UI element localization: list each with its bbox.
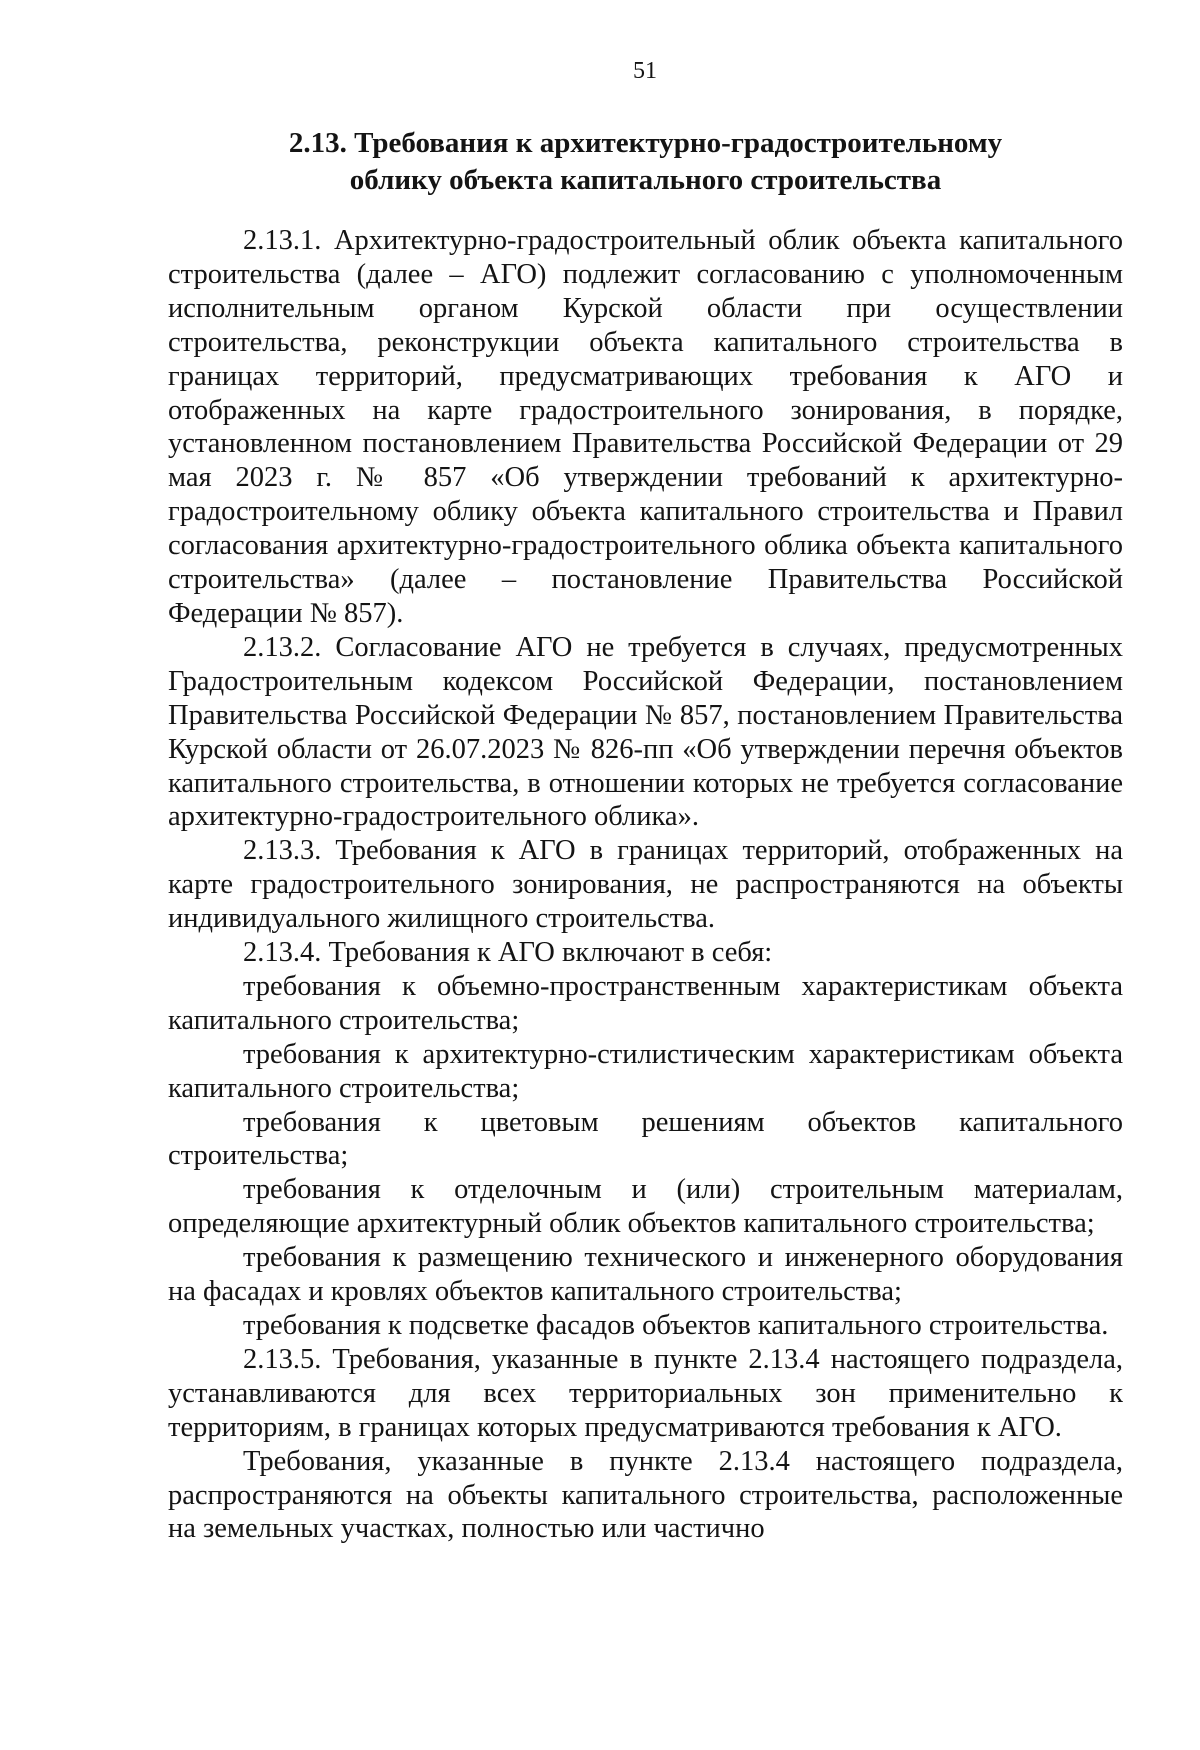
paragraph-2-13-2: 2.13.2. Согласование АГО не требуется в случаях, предусмотренных Градостроительным кодексом Российской Федерации, постановлением Правительства Российской Федерации № 857, постановлением Правительства Курской области от 26.07.2023 № 826-пп «Об утверждении перечня объектов капитального строительства, в отношении которых не требуется согласование архитектурно-градостроительного облика». (168, 631, 1123, 833)
page-number: 51 (633, 58, 657, 84)
paragraph-2-13-4: 2.13.4. Требования к АГО включают в себя: (243, 937, 773, 969)
paragraph-continuation: Требования, указанные в пункте 2.13.4 настоящего подраздела, распространяются на объекты капитального строительства, расположенные на земельных участках, полностью или частично (168, 1445, 1123, 1545)
section-heading (168, 125, 1123, 199)
requirement-item: требования к объемно-пространственным характеристикам объекта капитального строительства; (168, 970, 1123, 1036)
requirement-item: требования к архитектурно-стилистическим характеристикам объекта капитального строительства; (168, 1038, 1123, 1104)
requirement-item: требования к отделочным и (или) строительным материалам, определяющие архитектурный облик объектов капитального строительства; (168, 1174, 1123, 1240)
paragraph-2-13-3: 2.13.3. Требования к АГО в границах территорий, отображенных на карте градостроительного зонирования, не распространяются на объекты индивидуального жилищного строительства. (168, 835, 1123, 935)
requirement-item: требования к размещению технического и инженерного оборудования на фасадах и кровлях объектов капитального строительства; (168, 1242, 1123, 1308)
document-body (168, 224, 1123, 1546)
section-heading-line-2: облику объекта капитального строительства (349, 164, 942, 196)
requirement-item: требования к подсветке фасадов объектов капитального строительства. (243, 1310, 1109, 1341)
requirement-item: требования к цветовым решениям объектов капитального строительства; (168, 1106, 1123, 1172)
paragraph-2-13-5: 2.13.5. Требования, указанные в пункте 2.13.4 настоящего подраздела, устанавливаются для всех территориальных зон применительно к территориям, в границах которых предусматриваются требования к АГО. (168, 1343, 1123, 1443)
paragraph-2-13-1: 2.13.1. Архитектурно-градостроительный облик объекта капитального строительства (далее – АГО) подлежит согласованию с уполномоченным исполнительным органом Курской области при осуществлении строительства, реконструкции объекта капитального строительства в границах территорий, предусматривающих требования к АГО и отображенных на карте градостроительного зонирования, в порядке, установленном постановлением Правительства Российской Федерации от 29 мая 2023 г. № 857 «Об утверждении требований к архитектурно-градостроительному облику объекта капитального строительства и Правил согласования архитектурно-градостроительного облика объекта капитального строительства» (далее – постановление Правительства Российской Федерации № 857). (168, 225, 1123, 629)
section-heading-line-1: 2.13. Требования к архитектурно-градостроительному (288, 127, 1003, 159)
